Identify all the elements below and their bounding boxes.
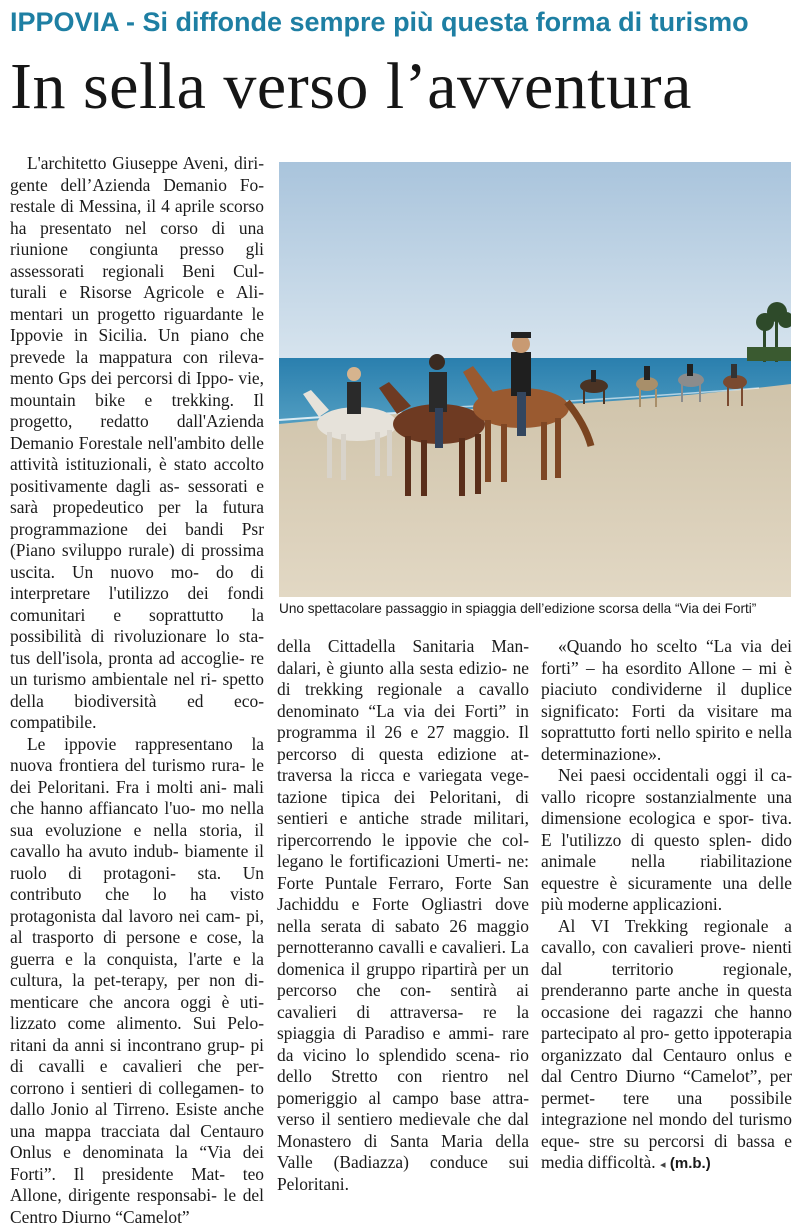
article-kicker: IPPOVIA - Si diffonde sempre più questa forma di turismo: [10, 6, 794, 38]
author-signature: (m.b.): [670, 1155, 711, 1172]
article-paragraph: Le ippovie rappresentano la nuova frontiera del turismo rura- le dei Peloritani. Fra i molti ani- mali che hanno affiancato l'uo- mo nella sua evoluzione e nella storia, il cavallo ha avuto indub- biamente il ruolo di protagoni- sta. Un contributo che lo ha visto protagonista dal lavoro nei cam- pi, al trasporto di persone e cose, la guerra e la conquista, l'arte e la cultura, la pet-terapy, per non di- menticare che ancora oggi è uti- lizzato come alimento. Sui Pelo- ritani da anni si incontrano grup- pi di cavalli e cavalieri che per- corrono i sentieri di collegamen- to dallo Jonio al Tirreno. Esiste anche una mappa tracciata dal Centauro Onlus e denominata la “Via dei Forti”. Il presidente Mat- teo Allone, dirigente responsabi- le del Centro Diurno “Camelot”: [10, 734, 264, 1228]
article-paragraph-text: Al VI Trekking regionale a cavallo, con cavalieri prove- nienti dal territorio regionale, prenderanno parte anche in questa occasione dei ragazzi che hanno partecipato al pro- getto ippoterapia organizzato dal Centauro onlus e dal Centro Diurno “Camelot”, per permet- tere una possibile integrazione nel mondo del turismo eque- stre su percorsi di bassa e media difficoltà.: [541, 916, 792, 1173]
article-column-3: [541, 636, 792, 1177]
article-paragraph: della Cittadella Sanitaria Man- dalari, è giunto alla sesta edizio- ne di trekking regionale a cavallo denominato “La via dei Forti” in programma il 26 e 27 maggio. Il percorso di questa edizione at- traversa la ricca e variegata vege- tazione tipica dei Peloritani, di sentieri e antiche strade militari, ripercorrendo le ippovie che col- legano le fortificazioni Umerti- ne: Forte Puntale Ferraro, Forte San Jachiddu e Forte Ogliastri dove nella serata di sabato 26 maggio pernotteranno cavalli e cavalieri. La domenica il gruppo ripartirà per un percorso che con- sentirà ai cavalieri di attraversa- re la spiaggia di Paradiso e ammi- rare da vicino lo splendido scena- rio dello Stretto con rientro nel pomeriggio al campo base attra- verso il sentiero medievale che dal Monastero di Santa Maria della Valle (Badiazza) conduce sui Peloritani.: [277, 636, 529, 1195]
article-column-1: [10, 153, 264, 1228]
article-column-2: [277, 636, 529, 1195]
beach-horse-riders-photo: [279, 162, 791, 597]
article-paragraph: «Quando ho scelto “La via dei forti” – ha esordito Allone – mi è piaciuto condividerne il duplice significato: Forti da visitare ma soprattutto forti nello spirito e nella determinazione».: [541, 636, 792, 765]
article-paragraph: L'architetto Giuseppe Aveni, diri- gente dell’Azienda Demanio Fo- restale di Messina, il 4 aprile scorso ha presentato nel corso di una riunione congiunta presso gli assessorati regionali Beni Cul- turali e Risorse Agricole e Ali- mentari un progetto riguardante le Ippovie in Sicilia. Un piano che prevede la mappatura con rileva- mento Gps dei percorsi di Ippo- vie, mountain bike e trekking. Il progetto, redatto dall'Azienda Demanio Forestale nell'ambito delle attività istituzionali, è stato accolto positivamente dagli as- sessorati e sarà propedeutico per la futura programmazione dei bandi Psr (Piano sviluppo rurale) di prossima uscita. Un nuovo mo- do di interpretare l'utilizzo dei fondi comunitari e soprattutto la possibilità di rivoluzionare lo sta- tus dell'isola, pronta ad accoglie- re un turismo ambientale nel ri- spetto della biodiversità ed eco- compatibile.: [10, 153, 264, 734]
article-paragraph: Nei paesi occidentali oggi il ca- vallo ricopre sostanzialmente una dimensione ecologica e spor- tiva. E l'utilizzo di questo splen- dido animale nella riabilitazione equestre è sicuramente una delle più moderne applicazioni.: [541, 765, 792, 916]
article-paragraph: [541, 916, 792, 1177]
end-mark-icon: ◂: [660, 1159, 666, 1171]
article-headline: In sella verso l’avventura: [10, 50, 794, 124]
photo-caption: Uno spettacolare passaggio in spiaggia dell’edizione scorsa della “Via dei Forti”: [279, 600, 791, 618]
sky: [279, 162, 791, 362]
